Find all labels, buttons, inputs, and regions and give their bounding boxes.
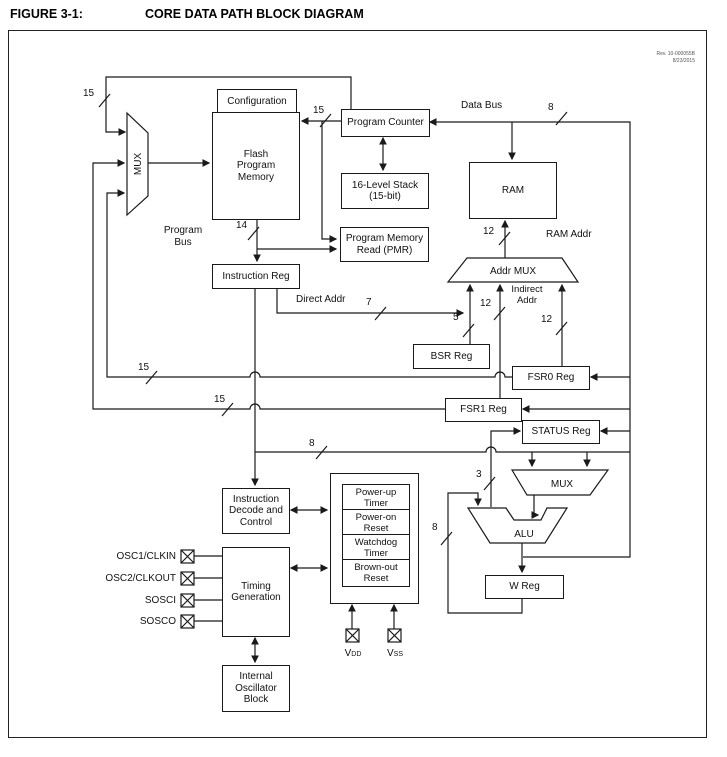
sosci-pin-icon (181, 594, 194, 607)
label-line: Program Memory (345, 233, 424, 244)
label-line: FSR1 Reg (460, 404, 507, 416)
sosci-pin-label: SOSCI (144, 595, 176, 606)
program-bus-label (156, 225, 210, 248)
width-data-bus: 8 (548, 102, 554, 113)
label-line: Configuration (227, 95, 287, 107)
brown-out-reset-cell (342, 559, 410, 587)
label-sub: DD (351, 651, 362, 658)
width-fsr0-line: 15 (138, 362, 150, 373)
osc2-pin-label: OSC2/CLKOUT (105, 573, 176, 584)
instruction-reg-block (212, 264, 300, 289)
label-line: Instruction (232, 493, 280, 505)
direct-addr-label: Direct Addr (296, 294, 346, 305)
label-line: Reset (363, 573, 389, 584)
label-line: STATUS Reg (531, 426, 591, 438)
label-line: Power-on (355, 512, 397, 523)
program-counter-block (341, 109, 430, 137)
vss-pin-label (381, 648, 409, 659)
width-program-bus: 14 (236, 220, 248, 231)
label-line: FSR0 Reg (527, 372, 575, 384)
width-indirect-right: 12 (541, 314, 553, 325)
power-up-timer-cell (342, 484, 410, 512)
label-line: Program (163, 225, 203, 236)
label-line: Brown-out (354, 562, 398, 573)
vss-pin-icon (388, 629, 401, 642)
label-line: Decode and (229, 505, 283, 517)
instruction-decode-block (222, 488, 290, 534)
width-pc-flash: 15 (313, 105, 325, 116)
width-w-feedback: 8 (432, 522, 438, 533)
pmr-block (340, 227, 429, 262)
osc1-pin-icon (181, 550, 194, 563)
width-ram-addr: 12 (483, 226, 495, 237)
label-line: 16-Level Stack (351, 179, 419, 191)
label-line: V (344, 648, 352, 659)
label-line: Instruction Reg (222, 270, 290, 282)
width-status-alu: 3 (476, 469, 482, 480)
label-line: (15-bit) (369, 191, 401, 202)
label-line: Internal (239, 671, 273, 683)
flash-program-memory-block (212, 112, 300, 220)
ram-addr-label: RAM Addr (546, 229, 592, 240)
label-line: Timing (241, 580, 271, 592)
label-sub: SS (393, 651, 403, 658)
label-line: Timer (364, 498, 388, 509)
label-line: Watchdog (354, 537, 398, 548)
label-line: Reset (363, 523, 389, 534)
osc1-pin-label: OSC1/CLKIN (116, 551, 176, 562)
stack-block (341, 173, 429, 209)
watchdog-timer-cell (342, 534, 410, 562)
label-line: Memory (237, 171, 275, 183)
wire-status-alu (491, 431, 520, 507)
figure-label: FIGURE 3-1: (10, 7, 83, 21)
label-line: BSR Reg (430, 350, 473, 362)
sosco-pin-icon (181, 615, 194, 628)
configuration-block (217, 89, 297, 114)
bsr-reg-block (413, 344, 490, 369)
wire-alumux-to-alu (534, 495, 538, 515)
alu-label: ALU (514, 529, 534, 540)
label-line: Oscillator (235, 682, 277, 694)
width-pc-mux: 15 (83, 88, 95, 99)
power-on-reset-cell (342, 509, 410, 537)
label-line: Program Counter (347, 117, 424, 129)
width-bsr: 5 (453, 312, 459, 323)
sosco-pin-label: SOSCO (139, 616, 176, 627)
label-line: Generation (231, 592, 281, 603)
width-literal: 8 (309, 438, 315, 449)
label-line: V (386, 648, 394, 659)
label-line: Timer (364, 548, 388, 559)
vdd-pin-icon (346, 629, 359, 642)
label-line: Program (236, 160, 276, 172)
width-fsr1-line: 15 (214, 394, 226, 405)
ram-block (469, 162, 557, 219)
label-line: Bus (174, 236, 192, 248)
label-line: Flash (243, 148, 269, 160)
wire-pc-to-pmr (322, 121, 336, 239)
label-line: Read (PMR) (356, 244, 413, 256)
label-line: Indirect (511, 284, 543, 295)
internal-oscillator-block (222, 665, 290, 712)
fsr0-reg-block (512, 366, 590, 390)
label-line: Power-up (355, 487, 397, 498)
label-line: Control (239, 516, 273, 528)
timing-generation-block (222, 547, 290, 637)
status-reg-block (522, 420, 600, 444)
figure-title: CORE DATA PATH BLOCK DIAGRAM (145, 7, 364, 21)
vdd-pin-label (339, 648, 367, 659)
label-line: Addr (516, 295, 538, 306)
revision-line-2: 8/23/2015 (672, 57, 695, 64)
revision-line-1: Rev. 10-000055B (656, 51, 695, 57)
data-bus-label: Data Bus (461, 100, 503, 111)
alu-mux-label: MUX (550, 479, 574, 490)
label-line: Block (243, 694, 269, 706)
w-reg-block (485, 575, 564, 599)
addr-mux-label: Addr MUX (489, 266, 537, 277)
label-line: W Reg (509, 581, 540, 593)
label-line: RAM (501, 184, 525, 196)
indirect-addr-label (504, 284, 550, 306)
osc2-pin-icon (181, 572, 194, 585)
fsr1-reg-block (445, 398, 522, 422)
program-mux-label: MUX (133, 152, 144, 176)
width-direct-addr: 7 (366, 297, 372, 308)
width-indirect-mid: 12 (480, 298, 492, 309)
